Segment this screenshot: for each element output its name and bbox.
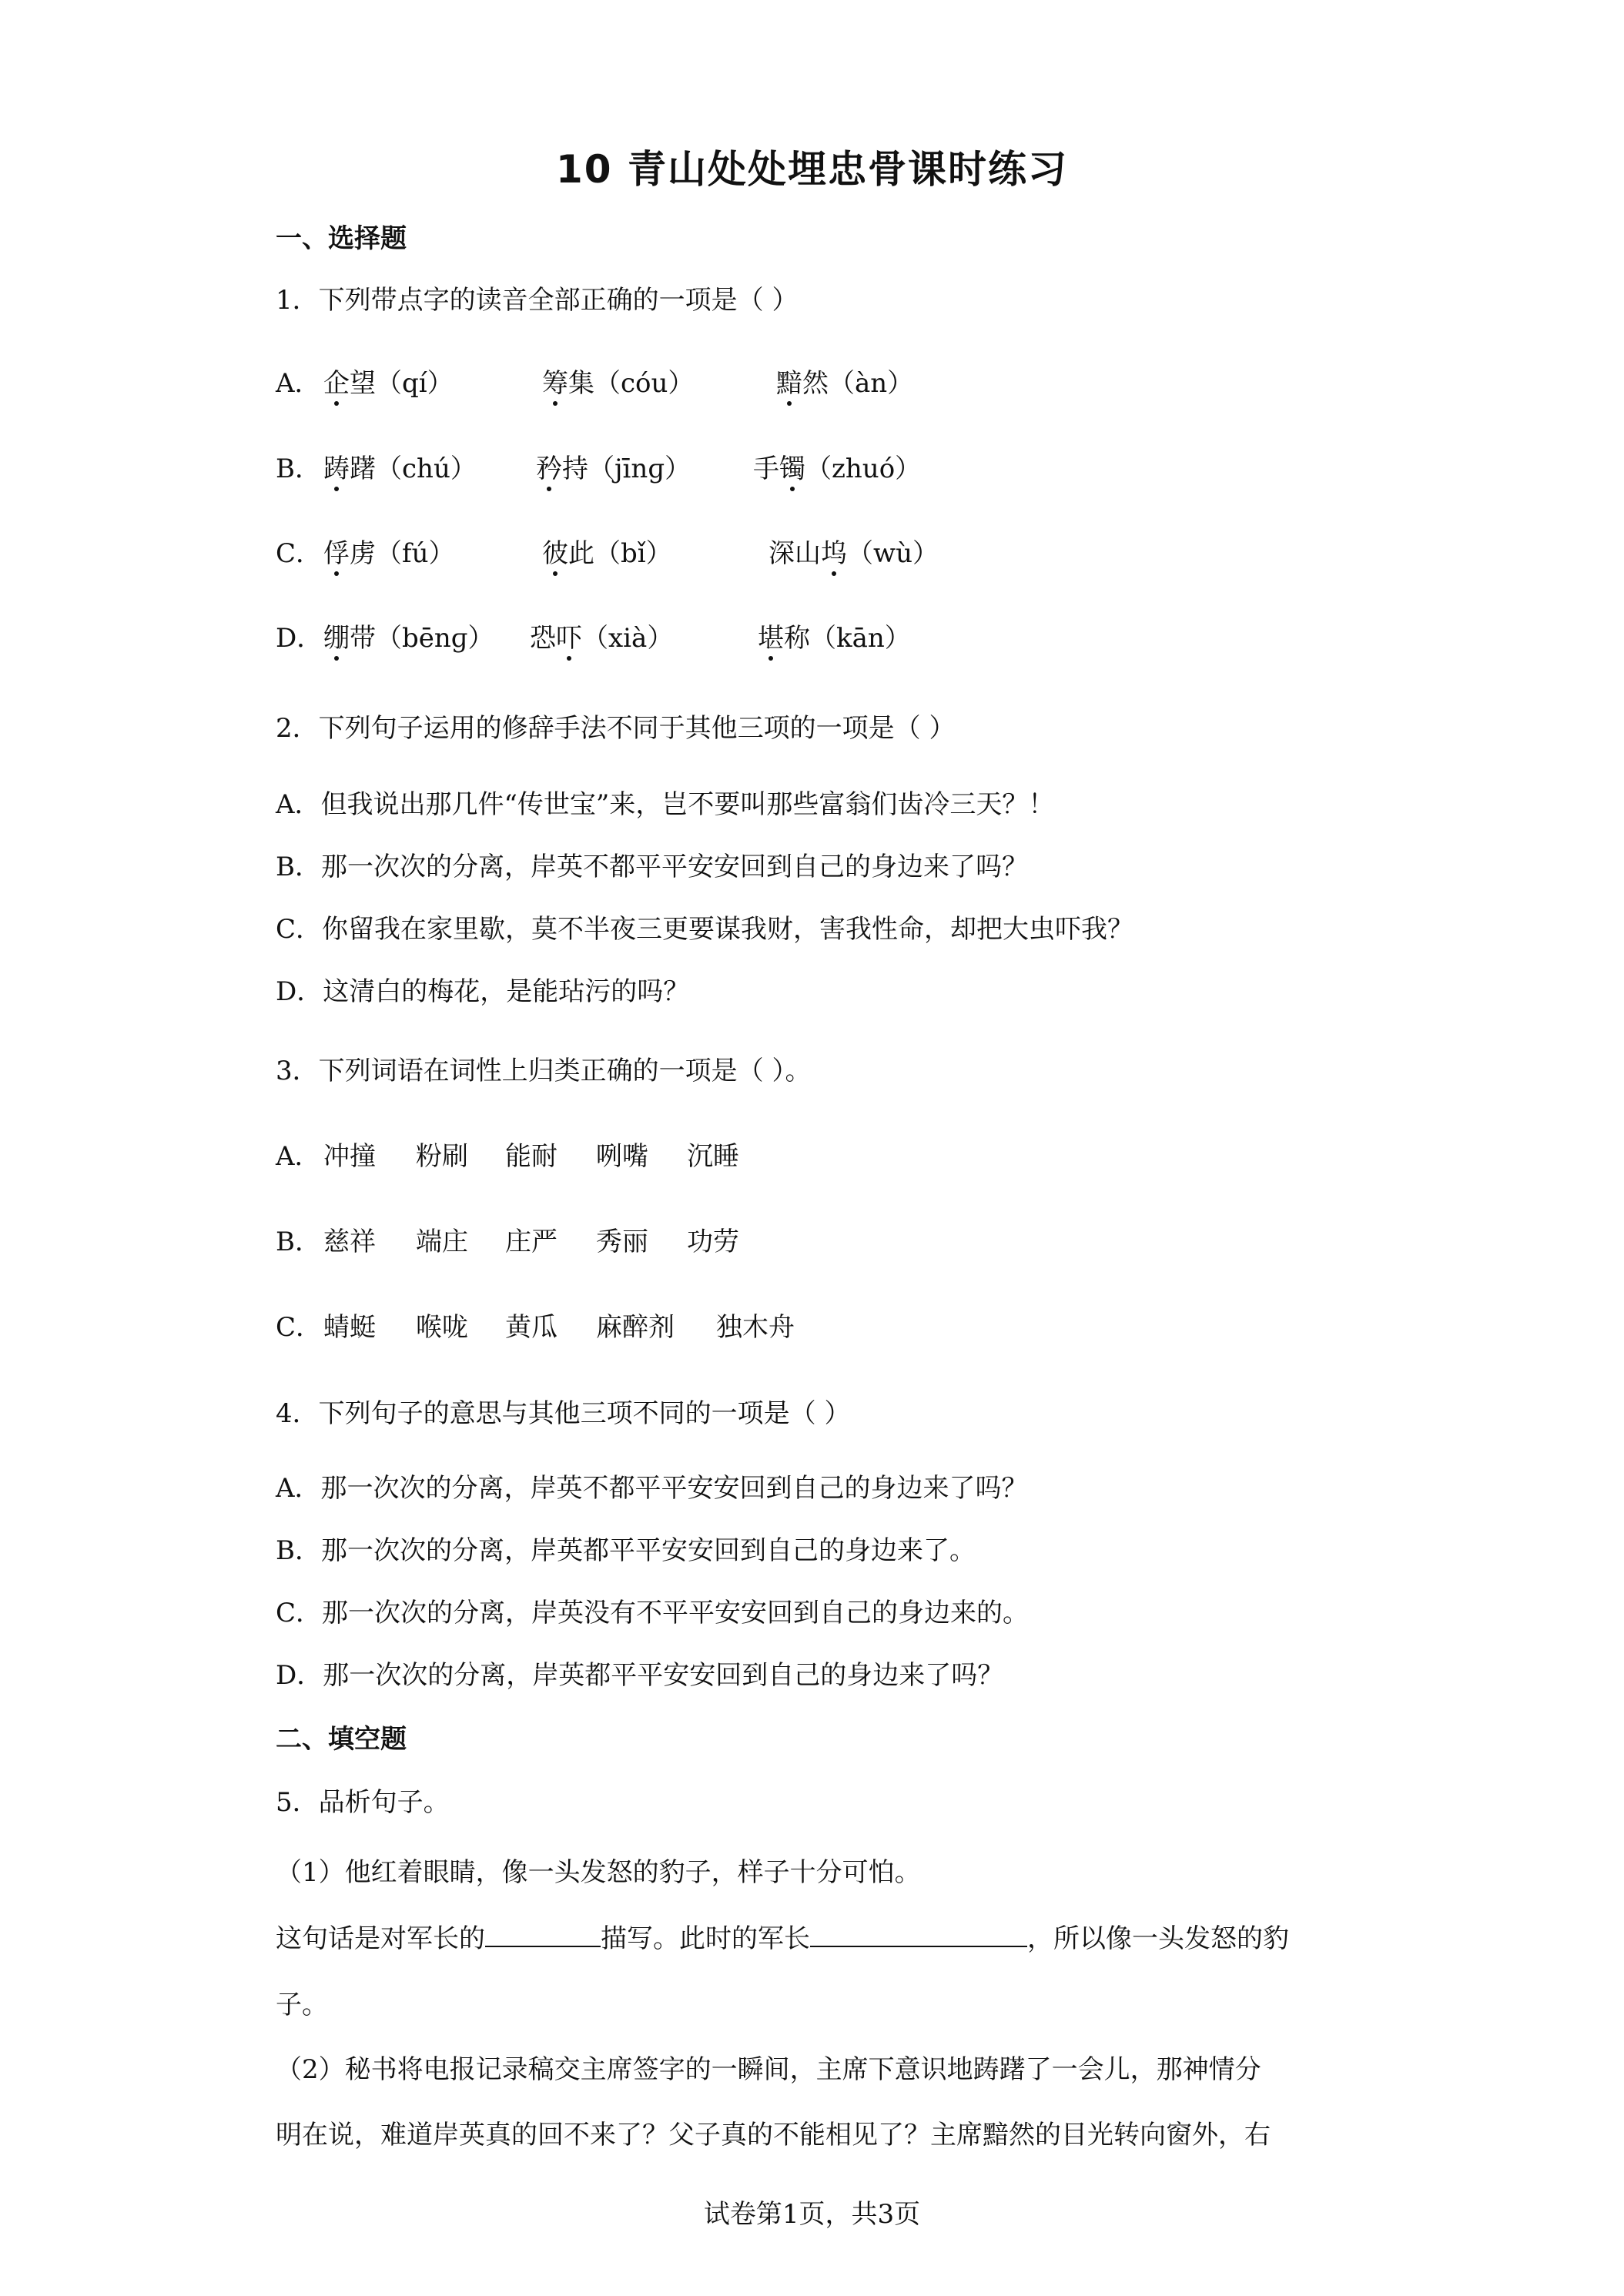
option-label: A．	[276, 1141, 321, 1172]
option-term: 深山坞（wù）	[768, 532, 939, 570]
option-word: 粉刷	[416, 1141, 468, 1172]
question-4-option-c: C．那一次次的分离，岸英没有不平平安安回到自己的身边来的。	[276, 1598, 1030, 1628]
option-word: 庄严	[505, 1227, 558, 1257]
option-label: D．	[276, 623, 323, 654]
option-label: C．	[276, 1312, 323, 1343]
option-term: 绷带（bēnɡ）	[323, 617, 494, 654]
option-label: B．	[276, 1227, 321, 1257]
question-4-stem: 4．下列句子的意思与其他三项不同的一项是（ ）	[276, 1398, 851, 1429]
option-word: 端庄	[416, 1227, 468, 1257]
question-2-option-b: B．那一次次的分离，岸英不都平平安安回到自己的身边来了吗？	[276, 852, 1028, 882]
answer-blank[interactable]	[810, 1923, 1027, 1947]
dotted-character: 矜	[536, 447, 562, 485]
option-word: 黄瓜	[505, 1312, 558, 1343]
answer-blank[interactable]	[485, 1923, 601, 1947]
option-word: 慈祥	[323, 1227, 376, 1257]
dotted-character: 黯	[776, 362, 802, 400]
question-4-option-a: A．那一次次的分离，岸英不都平平安安回到自己的身边来了吗？	[276, 1473, 1028, 1504]
question-3-stem: 3．下列词语在词性上归类正确的一项是（ ）。	[276, 1056, 812, 1086]
option-word: 功劳	[687, 1227, 739, 1257]
option-word: 喉咙	[416, 1312, 468, 1343]
question-4-option-d: D．那一次次的分离，岸英都平平安安回到自己的身边来了吗？	[276, 1660, 1004, 1691]
dotted-character: 绷	[323, 617, 350, 654]
dotted-character: 企	[323, 362, 350, 400]
question-5-sub-2-line-2: 明在说，难道岸英真的回不来了？父子真的不能相见了？主席黯然的目光转向窗外，右	[276, 2120, 1271, 2150]
dotted-character: 堪	[758, 617, 784, 654]
option-word: 冲撞	[323, 1141, 376, 1172]
option-term: 堪称（kān）	[758, 617, 911, 654]
dotted-character: 坞	[821, 532, 847, 570]
dotted-character: 吓	[556, 617, 582, 654]
section-heading-choice: 一、选择题	[276, 223, 407, 254]
section-heading-fill: 二、填空题	[276, 1724, 407, 1755]
dotted-character: 俘	[323, 532, 350, 570]
option-term: 手镯（zhuó）	[753, 447, 921, 485]
question-2-option-c: C．你留我在家里歇，莫不半夜三更要谋我财，害我性命，却把大虫吓我？	[276, 914, 1134, 945]
option-word: 能耐	[505, 1141, 558, 1172]
question-1-stem: 1．下列带点字的读音全部正确的一项是（ ）	[276, 285, 799, 316]
option-word: 麻醉剂	[596, 1312, 675, 1343]
option-word: 沉睡	[687, 1141, 739, 1172]
option-word: 独木舟	[716, 1312, 795, 1343]
dotted-character: 踌	[323, 447, 350, 485]
option-term: 恐吓（xià）	[530, 617, 673, 654]
option-word: 咧嘴	[596, 1141, 648, 1172]
dotted-character: 彼	[542, 532, 568, 570]
option-term: 矜持（jīnɡ）	[536, 447, 691, 485]
dotted-character: 镯	[779, 447, 805, 485]
option-term: 彼此（bǐ）	[542, 532, 672, 570]
question-5-fill-line: 这句话是对军长的 描写。此时的军长 ，所以像一头发怒的豹	[276, 1923, 1289, 1954]
page-footer: 试卷第1页，共3页	[703, 2199, 921, 2230]
option-label: C．	[276, 538, 323, 569]
option-word: 秀丽	[596, 1227, 648, 1257]
question-2-stem: 2．下列句子运用的修辞手法不同于其他三项的一项是（ ）	[276, 713, 956, 744]
page-title: 10 青山处处埋忠骨课时练习	[556, 147, 1068, 192]
option-label: A．	[276, 368, 321, 399]
question-5-stem: 5．品析句子。	[276, 1787, 450, 1818]
question-2-option-a: A．但我说出那几件“传世宝”来，岂不要叫那些富翁们齿冷三天？！	[276, 789, 1055, 820]
question-5-fill-line-end: 子。	[276, 1990, 328, 2020]
option-term: 黯然（àn）	[776, 362, 913, 400]
option-term: 踌躇（chú）	[323, 447, 477, 485]
question-4-option-b: B．那一次次的分离，岸英都平平安安回到自己的身边来了。	[276, 1535, 976, 1566]
question-2-option-d: D．这清白的梅花，是能玷污的吗？	[276, 976, 690, 1007]
option-word: 蜻蜓	[323, 1312, 376, 1343]
option-label: B．	[276, 454, 321, 484]
option-term: 俘虏（fú）	[323, 532, 454, 570]
dotted-character: 筹	[542, 362, 568, 400]
option-term: 筹集（cóu）	[542, 362, 694, 400]
option-term: 企望（qí）	[323, 362, 454, 400]
question-5-sub-1: （1）他红着眼睛，像一头发怒的豹子，样子十分可怕。	[276, 1857, 921, 1888]
question-5-sub-2-line-1: （2）秘书将电报记录稿交主席签字的一瞬间，主席下意识地踌躇了一会儿，那神情分	[276, 2054, 1261, 2085]
